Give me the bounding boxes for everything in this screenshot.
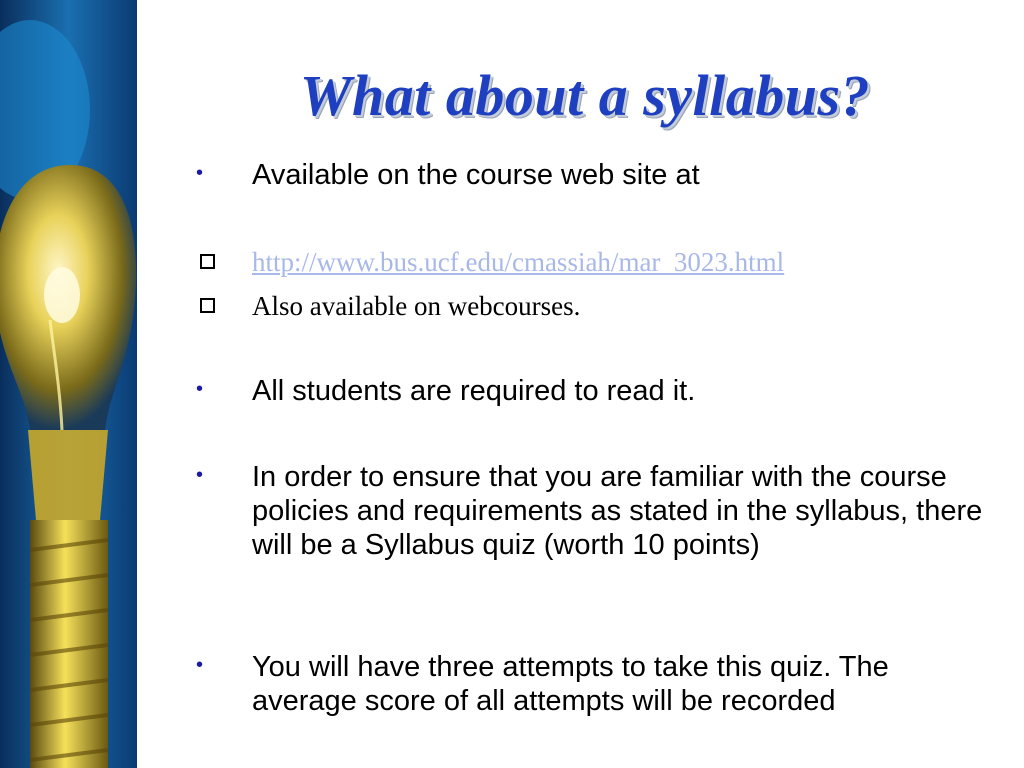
list-item-text: In order to ensure that you are familiar with the course policies and requirements as stated in the syllabus, there will be a Syllabus quiz (worth 10 points) <box>252 461 983 561</box>
list-item-text: Also available on webcourses. <box>252 291 581 321</box>
bullet-dot: • <box>196 654 204 676</box>
slide-title: What about a syllabus? <box>299 63 871 128</box>
list-item-text: Available on the course web site at <box>252 159 700 191</box>
bullet-dot: • <box>196 464 204 486</box>
bullet-dot: • <box>196 378 204 400</box>
list-item-text: You will have three attempts to take this quiz. The average score of all attempts will be recorded <box>252 651 889 717</box>
bullet-dot: • <box>196 162 204 184</box>
hollow-square-icon <box>200 298 215 313</box>
syllabus-link[interactable]: http://www.bus.ucf.edu/cmassiah/mar_3023.html <box>252 247 785 277</box>
list-item-text: All students are required to read it. <box>252 375 696 407</box>
hollow-square-icon <box>200 254 215 269</box>
lightbulb-image <box>0 0 137 768</box>
